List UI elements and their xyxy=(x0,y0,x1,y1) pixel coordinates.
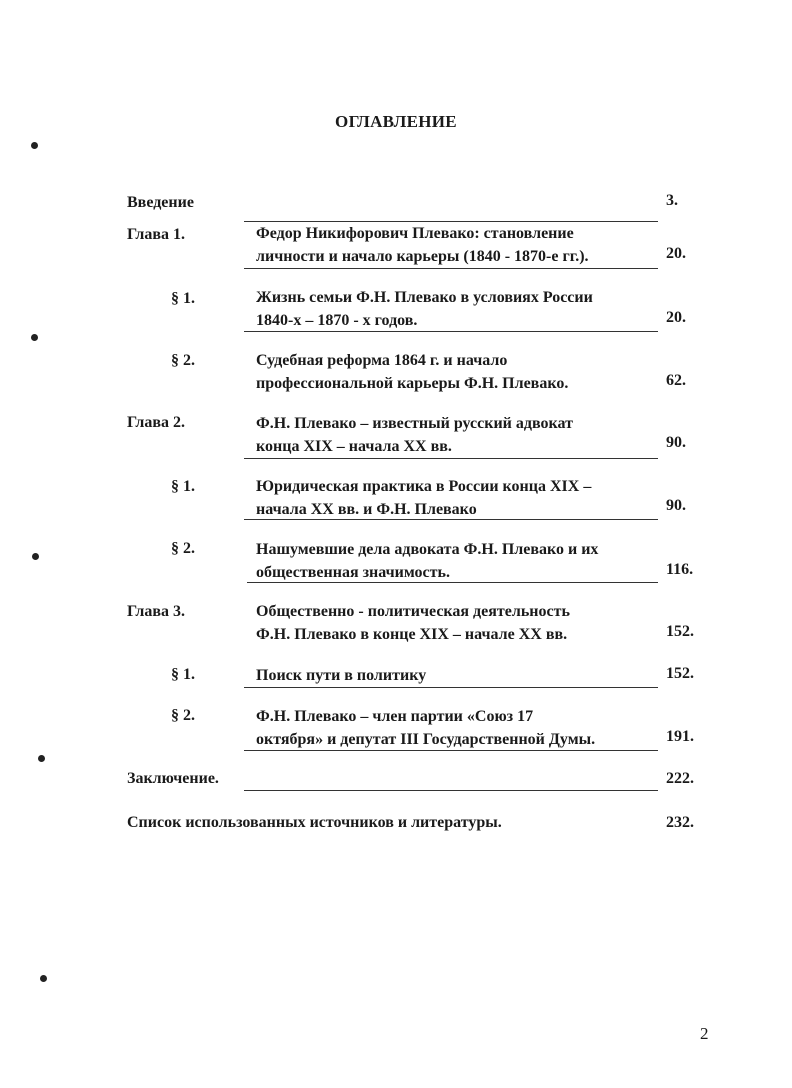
scan-mark xyxy=(32,553,39,560)
toc-ch2-sec1-label: § 1. xyxy=(171,478,195,495)
title-line: октября» и депутат III Государственной Думы. xyxy=(256,731,596,748)
toc-ch2-sec2-page: 116. xyxy=(666,561,694,578)
title-line: профессиональной карьеры Ф.Н. Плевако. xyxy=(256,375,569,392)
title-line: Общественно - политическая деятельность xyxy=(256,603,570,620)
toc-divider xyxy=(244,458,658,459)
toc-divider xyxy=(244,268,658,269)
page-number: 2 xyxy=(700,1024,709,1043)
title-line: Юридическая практика в России конца XIX – xyxy=(256,478,592,495)
toc-ch2-sec1-title xyxy=(256,475,658,521)
toc-chapter-3-page: 152. xyxy=(666,623,694,640)
toc-ch2-sec2-label: § 2. xyxy=(171,540,195,557)
toc-divider xyxy=(244,750,658,751)
title-line: личности и начало карьеры (1840 - 1870-е гг.). xyxy=(256,248,589,265)
toc-ch1-sec2-title xyxy=(256,349,658,395)
toc-divider xyxy=(244,519,658,520)
toc-ch1-sec1-label: § 1. xyxy=(171,290,195,307)
title-line: конца XIX – начала XX вв. xyxy=(256,438,452,455)
toc-chapter-2-page: 90. xyxy=(666,434,686,451)
toc-divider xyxy=(244,790,658,791)
scan-mark xyxy=(31,334,38,341)
toc-chapter-3-label: Глава 3. xyxy=(127,603,185,620)
toc-ch2-sec2-title xyxy=(256,538,658,584)
title-line: Нашумевшие дела адвоката Ф.Н. Плевако и их xyxy=(256,541,599,558)
title-line: начала XX вв. и Ф.Н. Плевако xyxy=(256,501,477,518)
toc-conclusion-label: Заключение. xyxy=(127,770,219,787)
title-line: 1840-х – 1870 - х годов. xyxy=(256,312,418,329)
scan-mark xyxy=(40,975,47,982)
toc-chapter-1-label: Глава 1. xyxy=(127,226,185,243)
scan-mark xyxy=(38,755,45,762)
toc-ch1-sec2-label: § 2. xyxy=(171,352,195,369)
title-line: Ф.Н. Плевако – член партии «Союз 17 xyxy=(256,708,534,725)
title-line: Федор Никифорович Плевако: становление xyxy=(256,225,574,242)
toc-chapter-2-title xyxy=(256,412,658,458)
toc-bibliography-page: 232. xyxy=(666,814,694,831)
toc-ch3-sec2-title xyxy=(256,705,658,751)
title-line: Поиск пути в политику xyxy=(256,667,427,684)
toc-intro-label: Введение xyxy=(127,194,194,211)
toc-ch3-sec2-page: 191. xyxy=(666,728,694,745)
scan-mark xyxy=(31,142,38,149)
toc-bibliography-label: Список использованных источников и литературы. xyxy=(127,814,502,831)
toc-divider xyxy=(244,331,658,332)
title-line: Жизнь семьи Ф.Н. Плевако в условиях России xyxy=(256,289,593,306)
toc-chapter-2-label: Глава 2. xyxy=(127,414,185,431)
toc-conclusion-page: 222. xyxy=(666,770,694,787)
toc-chapter-1-title xyxy=(256,222,658,268)
toc-ch3-sec1-label: § 1. xyxy=(171,666,195,683)
toc-chapter-1-page: 20. xyxy=(666,245,686,262)
toc-chapter-3-title xyxy=(256,600,658,646)
toc-ch1-sec1-page: 20. xyxy=(666,309,686,326)
toc-ch3-sec1-title xyxy=(256,664,658,687)
toc-ch1-sec1-title xyxy=(256,286,658,332)
page-title: ОГЛАВЛЕНИЕ xyxy=(335,112,457,131)
toc-divider xyxy=(247,582,658,583)
toc-divider xyxy=(244,687,658,688)
toc-ch1-sec2-page: 62. xyxy=(666,372,686,389)
title-line: Ф.Н. Плевако в конце XIX – начале XX вв. xyxy=(256,626,568,643)
title-line: общественная значимость. xyxy=(256,564,450,581)
toc-ch3-sec2-label: § 2. xyxy=(171,707,195,724)
toc-ch3-sec1-page: 152. xyxy=(666,665,694,682)
title-line: Ф.Н. Плевако – известный русский адвокат xyxy=(256,415,573,432)
toc-ch2-sec1-page: 90. xyxy=(666,497,686,514)
toc-intro-page: 3. xyxy=(666,192,678,209)
title-line: Судебная реформа 1864 г. и начало xyxy=(256,352,508,369)
